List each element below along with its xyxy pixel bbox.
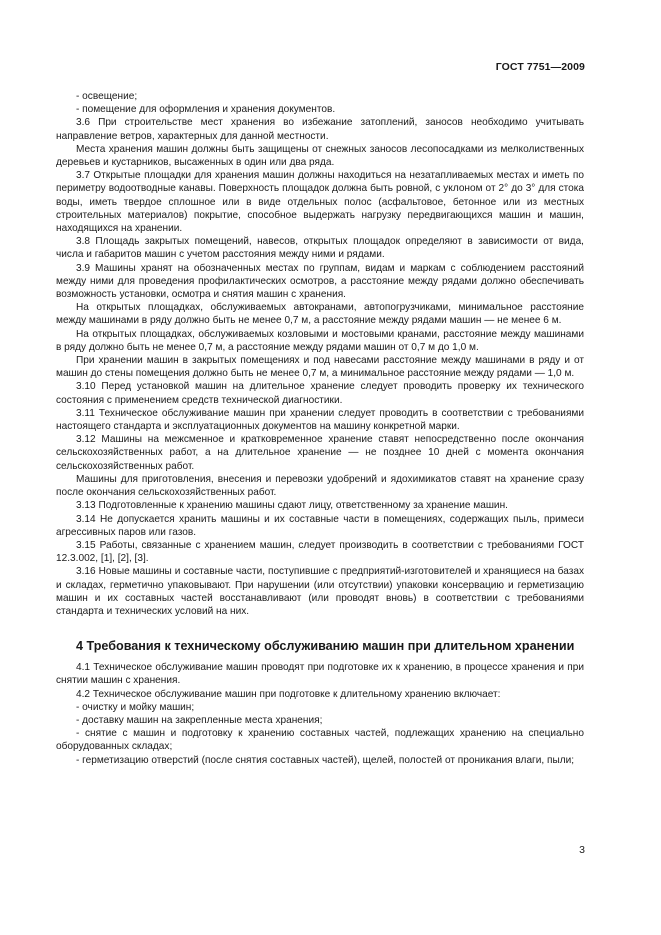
list-item: - освещение; [76, 91, 138, 102]
paragraph: 3.10 Перед установкой машин на длительное хранение следует проводить проверку их технического состояния с применением средств технической диагностики. [56, 381, 584, 406]
page-body [56, 90, 584, 767]
page-number: 3 [579, 844, 585, 856]
paragraph: 3.16 Новые машины и составные части, поступившие с предприятий-изготовителей и хранящиеся на базах и складах, герметично упаковывают. При нарушении (или отсутствии) упаковки консервацию и герметизацию машин и их составных частей восстанавливают (или проводят вновь) в соответствии с требованиями стандарта и технических условий на них. [56, 566, 584, 617]
paragraph: 3.6 При строительстве мест хранения во избежание затоплений, заносов необходимо учитывать направление ветров, характерных для данной местности. [56, 117, 584, 142]
paragraph: На открытых площадках, обслуживаемых козловыми и мостовыми кранами, расстояние между машинами в ряду должно быть не менее 0,7 м, а расстояние между рядами машин от 0,7 м до 1,0 м. [56, 328, 584, 353]
paragraph: Места хранения машин должны быть защищены от снежных заносов лесопосадками из мелколиственных деревьев и кустарников, высаженных в один или два ряда. [56, 143, 584, 169]
list-item: - герметизацию отверстий (после снятия составных частей), щелей, полостей от проникания влаги, пыли; [76, 754, 575, 766]
paragraph: На открытых площадках, обслуживаемых автокранами, автопогрузчиками, минимальное расстояние между машинами в ряду должно быть не менее 0,7 м, а расстояние между рядами машин — не менее 6 м. [56, 302, 584, 327]
section-heading: 4 Требования к техническому обслуживанию машин при длительном хранении [76, 639, 575, 654]
document-id: ГОСТ 7751—2009 [495, 61, 585, 73]
paragraph: 4.1 Техническое обслуживание машин проводят при подготовке их к хранению, в процессе хранения и при снятии машин с хранения. [56, 662, 584, 687]
list-item: - помещение для оформления и хранения документов. [76, 104, 336, 116]
paragraph: 4.2 Техническое обслуживание машин при подготовке к длительному хранению включает: [76, 688, 501, 700]
list-item: - снятие с машин и подготовку к хранению составных частей, подлежащих хранению на специально оборудованных складах; [56, 728, 584, 753]
paragraph: Машины для приготовления, внесения и перевозки удобрений и ядохимикатов ставят на хранение сразу после окончания сельскохозяйственных работ. [56, 473, 584, 499]
paragraph: 3.14 Не допускается хранить машины и их составные части в помещениях, содержащих пыль, примеси агрессивных паров или газов. [56, 513, 584, 538]
paragraph: 3.9 Машины хранят на обозначенных местах по группам, видам и маркам с соблюдением расстояний между ними для проведения профилактических осмотров, а расстояние между рядами должно обеспечивать возможность установки, осмотра и снятия машин с хранения. [56, 262, 584, 301]
paragraph: 3.13 Подготовленные к хранению машины сдают лицу, ответственному за хранение машин. [76, 500, 508, 512]
paragraph: 3.11 Техническое обслуживание машин при хранении следует проводить в соответствии с требованиями настоящего стандарта и эксплуатационных документов на машину конкретной марки. [56, 407, 584, 433]
paragraph: При хранении машин в закрытых помещениях и под навесами расстояние между машинами в ряду и от машин до стены помещения должно быть не менее 0,7 м, а минимальное расстояние между рядами — 1,0 м. [56, 355, 584, 380]
paragraph: 3.7 Открытые площадки для хранения машин должны находиться на незатапливаемых местах и иметь по периметру водоотводные канавы. Поверхность площадок должна быть ровной, с уклоном от 2° до 3° для стока воды, иметь твердое сплошное или в виде отдельных полос (асфальтовое, бетонное или из местных строительных материалов) покрытие, способное выдержать нагрузку передвигающихся машин и машин, находящихся на хранении. [56, 170, 584, 235]
list-item: - доставку машин на закрепленные места хранения; [76, 714, 323, 726]
paragraph: 3.15 Работы, связанные с хранением машин, следует производить в соответствии с требованиями ГОСТ 12.3.002, [1], [2], [3]. [56, 539, 584, 565]
paragraph: 3.8 Площадь закрытых помещений, навесов, открытых площадок определяют в зависимости от вида, числа и габаритов машин с учетом расстояния между ними и рядами. [56, 236, 584, 261]
list-item: - очистку и мойку машин; [76, 701, 195, 713]
paragraph: 3.12 Машины на межсменное и кратковременное хранение ставят непосредственно после окончания сельскохозяйственных работ, а на длительное хранение — не позднее 10 дней с момента окончания сельскохозяйственных работ. [56, 434, 584, 472]
